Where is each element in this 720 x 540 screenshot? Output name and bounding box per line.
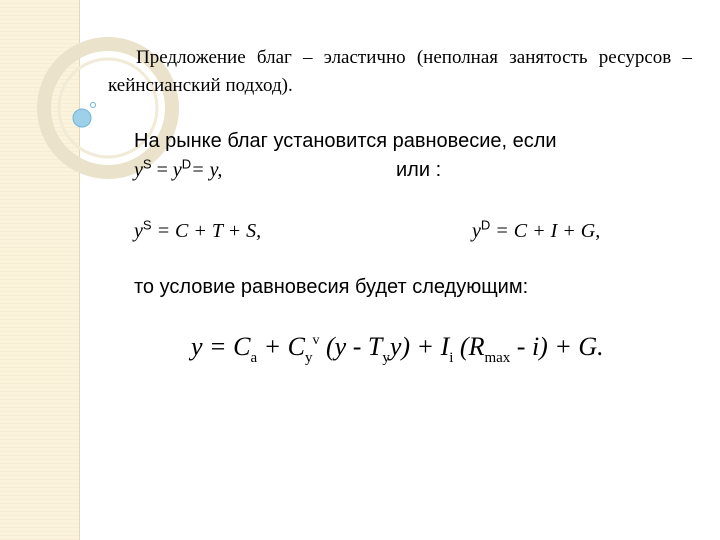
eq1-y2: y (172, 159, 182, 181)
or-label: или : (396, 159, 442, 181)
fe-sub-a: a (250, 350, 258, 366)
fe-p5: (R (453, 332, 485, 361)
fe-p4: y) + I (389, 332, 450, 361)
supply-rest: = C + T + S, (151, 220, 262, 242)
equation-supply (134, 217, 262, 243)
ring-decoration (0, 0, 223, 240)
paragraph-supply-elastic: Предложение благ – эластично (неполная занятость ресурсов – кейнсианский подход). (108, 47, 692, 96)
fe-p1: y = C (191, 332, 251, 361)
fe-p2: + C (257, 332, 305, 361)
eq1-sup-d: D (181, 156, 192, 172)
fe-sup-v: v (312, 333, 320, 348)
fe-sub-y2: y (382, 350, 390, 366)
line-equilibrium: На рынке благ установится равновесие, если (134, 130, 557, 152)
fe-p6: - i) + G. (510, 332, 604, 361)
demand-y: y (472, 220, 481, 242)
equation-demand (472, 217, 601, 243)
eq1-mid1: = (151, 159, 173, 181)
demand-rest: = C + I + G, (490, 220, 601, 242)
equation-ys-yd (134, 156, 223, 182)
fe-p3: (y - T (319, 332, 383, 361)
eq1-mid2: = y, (191, 159, 223, 181)
blue-dot-large (73, 109, 91, 127)
fe-sub-i: i (449, 350, 454, 366)
supply-sup: S (142, 217, 152, 233)
equilibrium-equation (191, 332, 604, 366)
fe-sub-max: max (484, 350, 511, 366)
eq1-y: y (134, 159, 143, 181)
line-condition: то условие равновесия будет следующим: (134, 276, 529, 298)
demand-sup: D (480, 217, 491, 233)
blue-dot-small (91, 103, 96, 108)
supply-y: y (134, 220, 143, 242)
fe-sub-y: y (305, 350, 313, 366)
eq1-sup-s: S (142, 156, 152, 172)
